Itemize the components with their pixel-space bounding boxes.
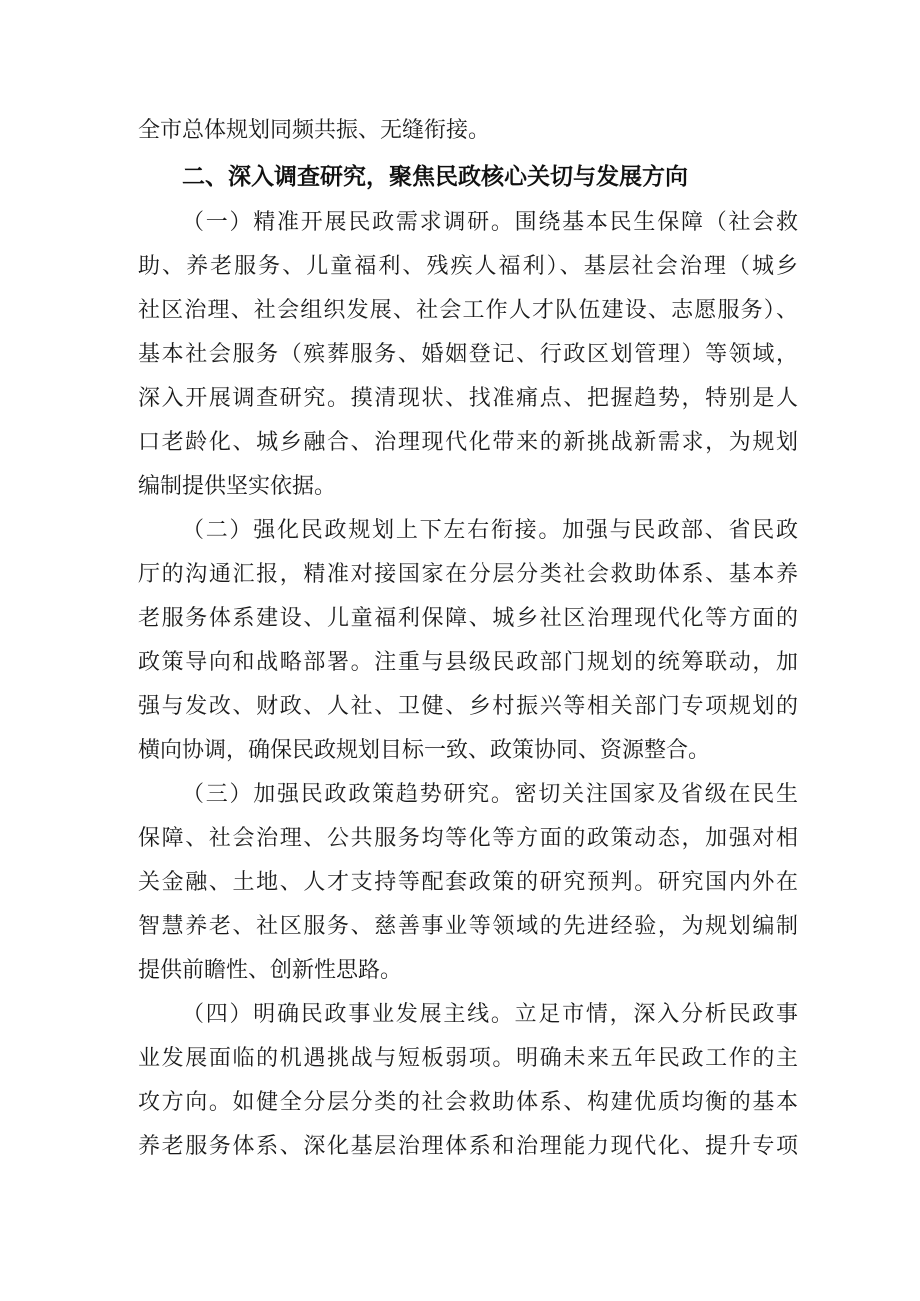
paragraph-line: 厅的沟通汇报，精准对接国家在分层分类社会救助体系、基本养: [138, 562, 798, 587]
paragraph-line: 深入开展调查研究。摸清现状、找准痛点、把握趋势，特别是人: [138, 386, 798, 411]
paragraph-line: 保障、社会治理、公共服务均等化等方面的政策动态，加强对相: [138, 826, 798, 851]
paragraph-line: 横向协调，确保民政规划目标一致、政策协同、资源整合。: [138, 738, 711, 763]
paragraph-line: 编制提供坚实依据。: [138, 474, 337, 499]
paragraph-line: 强与发改、财政、人社、卫健、乡村振兴等相关部门专项规划的: [138, 694, 798, 719]
paragraph-line: 社区治理、社会组织发展、社会工作人才队伍建设、志愿服务）、: [138, 298, 798, 323]
paragraph-line: 助、养老服务、儿童福利、残疾人福利）、基层社会治理（城乡: [138, 254, 798, 279]
section-heading: 二、深入调查研究，聚焦民政核心关切与发展方向: [182, 164, 688, 190]
paragraph-line: 提供前瞻性、创新性思路。: [138, 958, 403, 983]
paragraph-line: 攻方向。如健全分层分类的社会救助体系、构建优质均衡的基本: [138, 1090, 798, 1115]
paragraph-line: （二）强化民政规划上下左右衔接。加强与民政部、省民政: [182, 518, 798, 543]
paragraph-line: 关金融、土地、人才支持等配套政策的研究预判。研究国内外在: [138, 870, 798, 895]
paragraph-line: 基本社会服务（殡葬服务、婚姻登记、行政区划管理）等领域，: [138, 342, 798, 367]
intro-tail-line: 全市总体规划同频共振、无缝衔接。: [138, 118, 491, 143]
paragraph-line: 政策导向和战略部署。注重与县级民政部门规划的统筹联动，加: [138, 650, 798, 675]
paragraph-line: 智慧养老、社区服务、慈善事业等领域的先进经验，为规划编制: [138, 914, 798, 939]
paragraph-line: （四）明确民政事业发展主线。立足市情，深入分析民政事: [182, 1002, 798, 1027]
paragraph-line: 老服务体系建设、儿童福利保障、城乡社区治理现代化等方面的: [138, 606, 798, 631]
paragraph-line: 养老服务体系、深化基层治理体系和治理能力现代化、提升专项: [138, 1134, 798, 1159]
paragraph-line: 业发展面临的机遇挑战与短板弱项。明确未来五年民政工作的主: [138, 1046, 798, 1071]
paragraph-line: （三）加强民政政策趋势研究。密切关注国家及省级在民生: [182, 782, 798, 807]
paragraph-line: 口老龄化、城乡融合、治理现代化带来的新挑战新需求，为规划: [138, 430, 798, 455]
paragraph-line: （一）精准开展民政需求调研。围绕基本民生保障（社会救: [182, 210, 798, 235]
